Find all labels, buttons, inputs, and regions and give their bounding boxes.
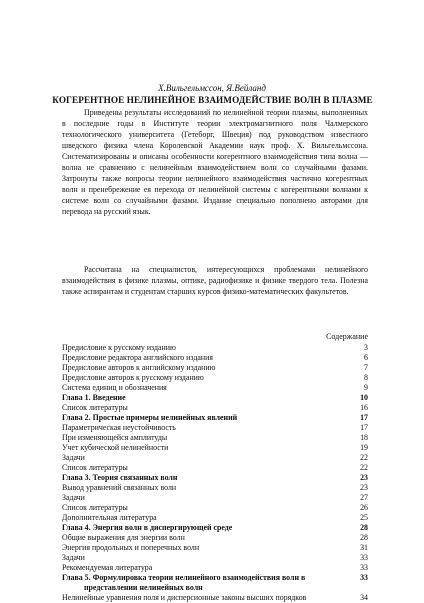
toc-entry-title [62,383,350,393]
toc-entry-title-continuation: представлении нелинейных волн [84,583,203,592]
toc-entry [62,513,368,523]
toc-entry [62,403,368,413]
toc-entry-title-line: Глава 3. Теория связанных волн [62,473,178,482]
toc-entry-title [62,443,350,453]
toc-entry-page: 34 [360,593,368,602]
toc-entry-page: 33 [360,573,368,582]
toc-entry-title [62,373,350,383]
toc-entry-page: 33 [360,553,368,562]
toc-entry-title-line: Глава 5. Формулировка теории нелинейного взаимодействия волн в [62,573,306,582]
toc-entry-title [62,353,350,363]
toc-entry [62,533,368,543]
toc-entry-page: 19 [360,443,368,452]
toc-entry-title-line: При изменяющейся амплитуды [62,433,168,442]
toc-entry [62,593,368,603]
toc-entry-page: 27 [360,493,368,502]
toc-entry-title-line: Глава 4. Энергия волн в диспергирующей среде [62,523,233,532]
toc-entry-title-line: Общие выражения для энергии волн [62,533,185,542]
toc-entry-title-line: Глава 2. Простые примеры нелинейных явлений [62,413,238,422]
toc-entry-title [62,503,350,513]
toc-entry-page: 8 [364,373,368,382]
toc-entry [62,493,368,503]
table-of-contents [62,343,368,603]
toc-entry [62,413,368,423]
toc-entry [62,573,368,593]
toc-entry-page: 28 [360,533,368,542]
toc-entry-page: 22 [360,453,368,462]
toc-entry [62,373,368,383]
toc-entry-page: 17 [360,413,368,422]
toc-entry-page: 7 [364,363,368,372]
toc-entry [62,523,368,533]
toc-entry-page: 16 [360,403,368,412]
toc-entry [62,473,368,483]
toc-entry [62,483,368,493]
toc-entry-title-line: Предисловие к русскому изданию [62,343,176,352]
toc-entry-page: 28 [360,523,368,532]
toc-entry-page: 3 [364,343,368,352]
authors: Х.Вильгельмссон, Я.Вейланд [158,83,266,93]
toc-entry-title-line: Рекомендуемая литература [62,563,153,572]
toc-entry-title [62,573,350,593]
toc-entry [62,433,368,443]
toc-entry-title-line: Энергия продольных и поперечных волн [62,543,200,552]
toc-entry [62,383,368,393]
toc-entry-title [62,543,350,553]
toc-entry-title [62,413,350,423]
toc-entry-title [62,463,350,473]
toc-heading: Содержание [326,332,368,341]
toc-entry-title-line: Задачи [62,493,85,502]
toc-entry-title-line: Список литературы [62,463,128,472]
toc-entry-title-line: Учет кубической нелинейности [62,443,169,452]
toc-entry-page: 26 [360,503,368,512]
toc-entry [62,563,368,573]
toc-entry-title [62,393,350,403]
toc-entry [62,543,368,553]
toc-entry-title [62,593,350,603]
toc-entry [62,463,368,473]
toc-entry [62,353,368,363]
toc-entry-title [62,533,350,543]
toc-entry-title [62,493,350,503]
toc-entry [62,503,368,513]
toc-entry-title-line: Предисловие авторов к английскому изданию [62,363,216,372]
toc-entry [62,393,368,403]
toc-entry-page: 33 [360,563,368,572]
toc-entry-title [62,433,350,443]
toc-entry-title [62,523,350,533]
toc-entry-title-line: Нелинейные уравнения поля и дисперсионные законы высших порядков [62,593,307,602]
toc-entry [62,453,368,463]
toc-entry [62,363,368,373]
toc-entry-title-line: Предисловие авторов к русскому изданию [62,373,204,382]
toc-entry-title [62,513,350,523]
abstract-paragraph: Приведены результаты исследований по нелинейной теории плазмы, выполненных в последние годы в Институте теории электромагнитного поля Чалмерского технологического университета (Гетеборг, Швеция) под руководством известного шведского физика члена Королевской Академии наук проф. Х. Вильгельмссона. Систематизированы и описаны особенности когерентного взаимодействия типа волна — волна не сравнению с нелинейным взаимодействием волн со случайными фазами. Затронуты также вопросы теории нелинейного взаимодействия частично когерентных волн и пренебрежение ея перехода от нелинейной системы с когерентными волнами к системе волн со случайными фазами. Издание специально пополнено авторами для перевода на русский язык. [62,108,368,217]
toc-entry-title [62,343,350,353]
toc-entry [62,443,368,453]
toc-entry [62,343,368,353]
toc-entry-page: 23 [360,473,368,482]
toc-entry-title-line: Дополнительная литература [62,513,157,522]
toc-entry-title [62,423,350,433]
toc-entry-title-line: Задачи [62,453,85,462]
toc-entry-page: 18 [360,433,368,442]
toc-entry-title [62,473,350,483]
toc-entry-title-line: Система единиц и обозначения [62,383,167,392]
toc-entry-title [62,363,350,373]
toc-entry-title-line: Предисловие редактора английского издания [62,353,213,362]
toc-entry [62,423,368,433]
audience-paragraph: Рассчитана на специалистов, интересующихся проблемами нелинейного взаимодействия в физике плазмы, оптике, радиофизике и физике твердого тела. Полезна также аспирантам и студентам старших курсов физико-математических факультетов. [62,265,368,297]
toc-entry-title [62,553,350,563]
toc-entry [62,553,368,563]
toc-entry-page: 9 [364,383,368,392]
toc-entry-title [62,563,350,573]
toc-entry-page: 10 [360,393,368,402]
toc-entry-title [62,403,350,413]
toc-entry-page: 22 [360,463,368,472]
book-title: КОГЕРЕНТНОЕ НЕЛИНЕЙНОЕ ВЗАИМОДЕЙСТВИЕ ВОЛН В ПЛАЗМЕ [52,95,373,105]
toc-entry-page: 25 [360,513,368,522]
toc-entry-title [62,453,350,463]
toc-entry-title-line: Задачи [62,553,85,562]
toc-entry-title-line: Вывод уравнений связанных волн [62,483,177,492]
toc-entry-title [62,483,350,493]
toc-entry-title-line: Параметрическая неустойчивость [62,423,176,432]
toc-entry-page: 6 [364,353,368,362]
toc-entry-title-line: Список литературы [62,403,128,412]
toc-entry-title-line: Глава 1. Введение [62,393,126,402]
toc-entry-page: 31 [360,543,368,552]
toc-entry-page: 17 [360,423,368,432]
toc-entry-page: 23 [360,483,368,492]
toc-entry-title-line: Список литературы [62,503,128,512]
